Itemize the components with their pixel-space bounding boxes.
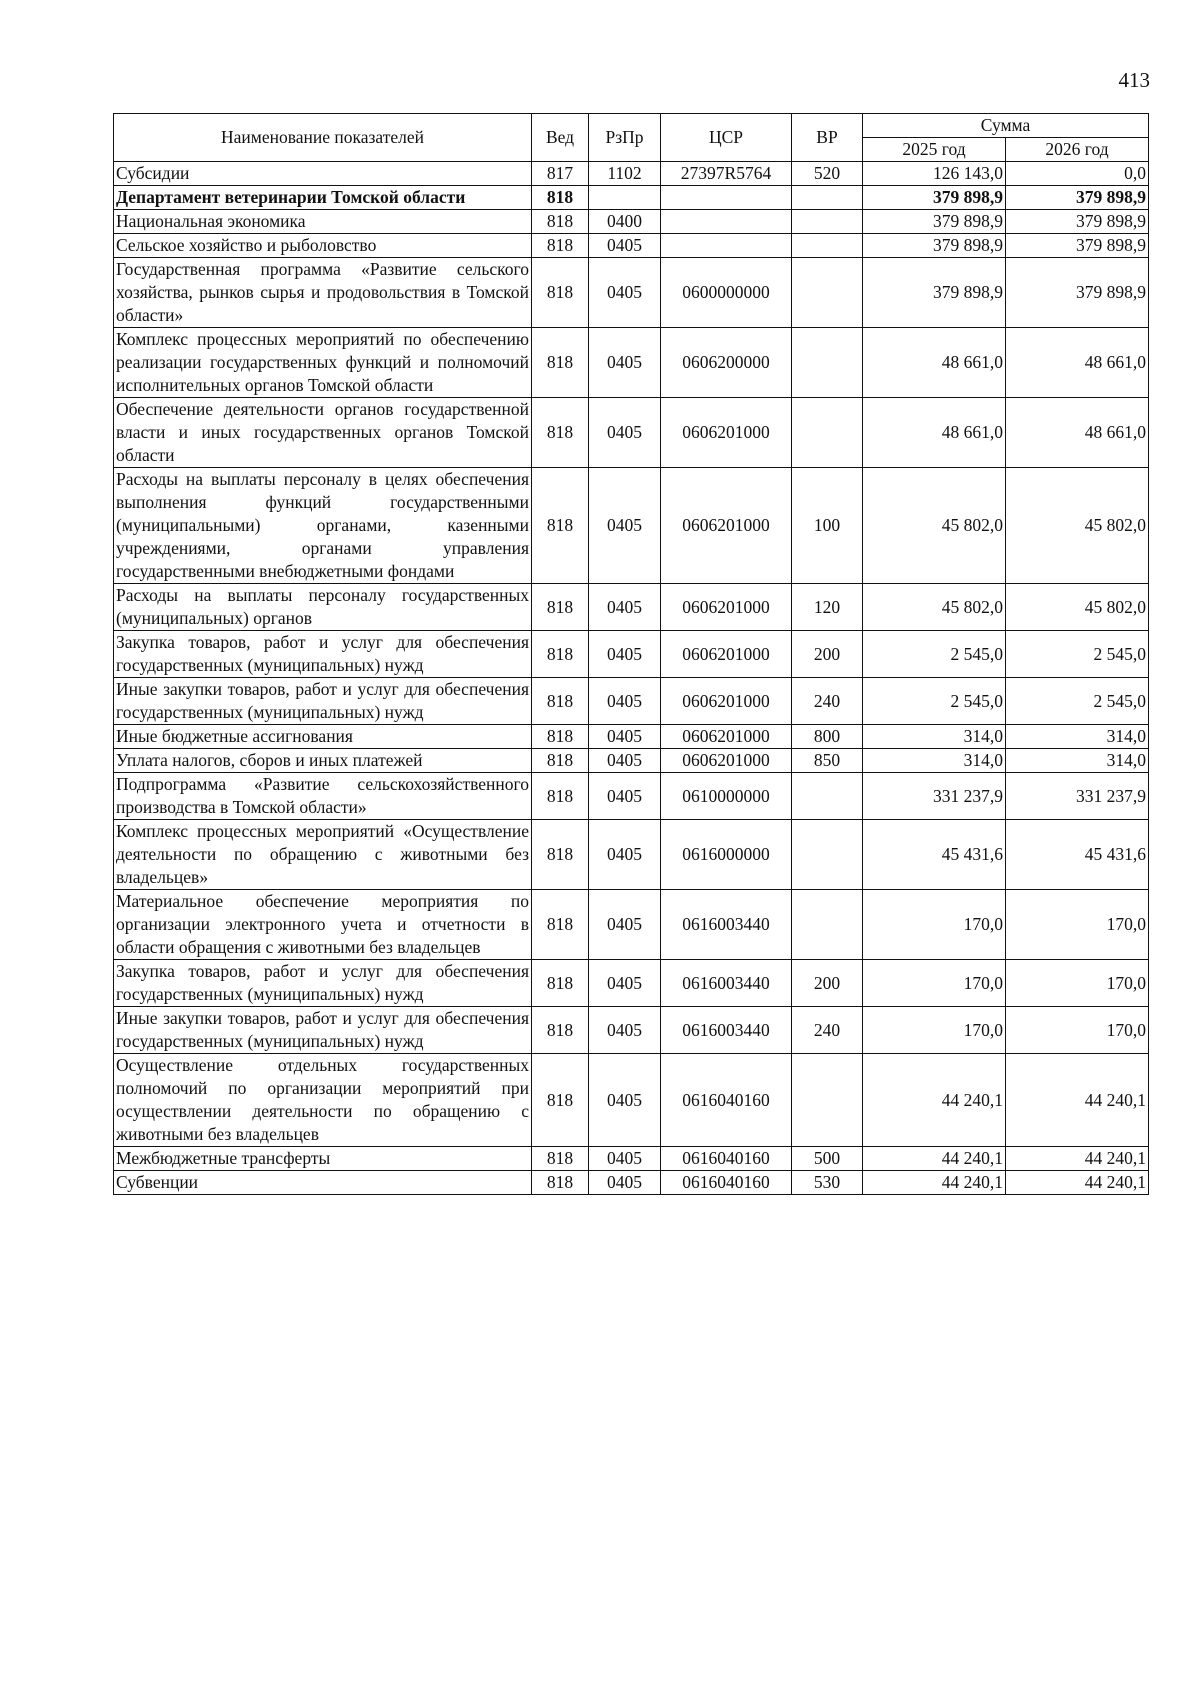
row-name: Субвенции (114, 1171, 532, 1195)
row-name: Закупка товаров, работ и услуг для обеспечения государственных (муниципальных) нужд (114, 960, 532, 1007)
row-vr (792, 1054, 863, 1147)
row-vr: 200 (792, 631, 863, 678)
row-sum-2026: 44 240,1 (1006, 1054, 1149, 1147)
row-csr: 0616000000 (661, 820, 792, 890)
row-vr (792, 234, 863, 258)
row-ved: 817 (532, 162, 589, 186)
row-sum-2026: 0,0 (1006, 162, 1149, 186)
row-ved: 818 (532, 1054, 589, 1147)
row-csr: 0616003440 (661, 960, 792, 1007)
row-csr: 0616040160 (661, 1171, 792, 1195)
row-ved: 818 (532, 186, 589, 210)
row-vr (792, 398, 863, 468)
header-rzpr: РзПр (589, 114, 661, 162)
row-ved: 818 (532, 820, 589, 890)
table-body (114, 162, 1149, 1195)
row-rzpr: 0405 (589, 468, 661, 584)
row-name: Национальная экономика (114, 210, 532, 234)
row-vr (792, 820, 863, 890)
row-vr: 800 (792, 725, 863, 749)
row-ved: 818 (532, 398, 589, 468)
table-row (114, 398, 1149, 468)
table-row (114, 258, 1149, 328)
row-sum-2025: 170,0 (863, 1007, 1006, 1054)
row-name: Осуществление отдельных государственных полномочий по организации мероприятий при осуществлении деятельности по обращению с животными без владельцев (114, 1054, 532, 1147)
row-sum-2025: 45 802,0 (863, 468, 1006, 584)
row-name: Закупка товаров, работ и услуг для обеспечения государственных (муниципальных) нужд (114, 631, 532, 678)
row-vr (792, 890, 863, 960)
page-number: 413 (1118, 68, 1150, 92)
row-rzpr: 0405 (589, 631, 661, 678)
row-ved: 818 (532, 725, 589, 749)
row-csr: 0610000000 (661, 773, 792, 820)
row-name: Иные бюджетные ассигнования (114, 725, 532, 749)
row-ved: 818 (532, 890, 589, 960)
row-sum-2025: 379 898,9 (863, 258, 1006, 328)
table-row (114, 820, 1149, 890)
row-sum-2025: 379 898,9 (863, 234, 1006, 258)
row-name: Субсидии (114, 162, 532, 186)
row-vr (792, 210, 863, 234)
row-rzpr: 0405 (589, 773, 661, 820)
row-rzpr: 0405 (589, 1147, 661, 1171)
header-name: Наименование показателей (114, 114, 532, 162)
row-sum-2026: 170,0 (1006, 890, 1149, 960)
table-row (114, 1054, 1149, 1147)
row-sum-2026: 44 240,1 (1006, 1147, 1149, 1171)
row-sum-2026: 170,0 (1006, 1007, 1149, 1054)
row-name: Межбюджетные трансферты (114, 1147, 532, 1171)
row-sum-2025: 45 431,6 (863, 820, 1006, 890)
row-vr: 850 (792, 749, 863, 773)
row-sum-2025: 2 545,0 (863, 678, 1006, 725)
row-sum-2025: 314,0 (863, 725, 1006, 749)
row-csr: 0616040160 (661, 1054, 792, 1147)
row-rzpr: 0405 (589, 960, 661, 1007)
row-sum-2026: 331 237,9 (1006, 773, 1149, 820)
row-rzpr: 0405 (589, 234, 661, 258)
row-sum-2026: 170,0 (1006, 960, 1149, 1007)
header-vr: ВР (792, 114, 863, 162)
row-vr: 200 (792, 960, 863, 1007)
row-name: Комплекс процессных мероприятий «Осуществление деятельности по обращению с животными без владельцев» (114, 820, 532, 890)
row-csr: 0616003440 (661, 1007, 792, 1054)
row-ved: 818 (532, 678, 589, 725)
table-row (114, 468, 1149, 584)
row-name: Государственная программа «Развитие сельского хозяйства, рынков сырья и продовольствия в Томской области» (114, 258, 532, 328)
row-csr: 27397R5764 (661, 162, 792, 186)
row-vr: 240 (792, 1007, 863, 1054)
row-ved: 818 (532, 210, 589, 234)
table-row (114, 584, 1149, 631)
row-sum-2026: 379 898,9 (1006, 186, 1149, 210)
row-vr: 520 (792, 162, 863, 186)
table-row (114, 1171, 1149, 1195)
row-sum-2026: 45 802,0 (1006, 584, 1149, 631)
table-row (114, 960, 1149, 1007)
row-sum-2026: 48 661,0 (1006, 328, 1149, 398)
row-sum-2026: 379 898,9 (1006, 210, 1149, 234)
row-rzpr: 0405 (589, 1171, 661, 1195)
row-sum-2026: 379 898,9 (1006, 234, 1149, 258)
row-rzpr: 0405 (589, 1054, 661, 1147)
row-rzpr: 0405 (589, 398, 661, 468)
row-ved: 818 (532, 1007, 589, 1054)
row-csr: 0606201000 (661, 725, 792, 749)
row-rzpr: 0405 (589, 678, 661, 725)
row-vr (792, 186, 863, 210)
row-sum-2025: 314,0 (863, 749, 1006, 773)
row-sum-2025: 45 802,0 (863, 584, 1006, 631)
row-name: Материальное обеспечение мероприятия по организации электронного учета и отчетности в области обращения с животными без владельцев (114, 890, 532, 960)
row-sum-2025: 126 143,0 (863, 162, 1006, 186)
table-row (114, 725, 1149, 749)
row-csr (661, 186, 792, 210)
row-vr: 500 (792, 1147, 863, 1171)
table-row (114, 186, 1149, 210)
row-sum-2025: 170,0 (863, 890, 1006, 960)
row-ved: 818 (532, 328, 589, 398)
row-csr: 0600000000 (661, 258, 792, 328)
row-name: Подпрограмма «Развитие сельскохозяйственного производства в Томской области» (114, 773, 532, 820)
row-csr: 0616040160 (661, 1147, 792, 1171)
row-rzpr: 0405 (589, 1007, 661, 1054)
row-sum-2026: 45 431,6 (1006, 820, 1149, 890)
row-vr (792, 328, 863, 398)
row-rzpr: 0405 (589, 749, 661, 773)
row-name: Расходы на выплаты персоналу государственных (муниципальных) органов (114, 584, 532, 631)
row-sum-2026: 44 240,1 (1006, 1171, 1149, 1195)
row-sum-2025: 379 898,9 (863, 186, 1006, 210)
table-row (114, 749, 1149, 773)
table-row (114, 1007, 1149, 1054)
row-ved: 818 (532, 1171, 589, 1195)
row-sum-2025: 331 237,9 (863, 773, 1006, 820)
row-sum-2026: 314,0 (1006, 749, 1149, 773)
row-csr: 0606201000 (661, 631, 792, 678)
row-vr: 530 (792, 1171, 863, 1195)
row-sum-2026: 379 898,9 (1006, 258, 1149, 328)
row-ved: 818 (532, 773, 589, 820)
header-ved: Вед (532, 114, 589, 162)
row-sum-2026: 314,0 (1006, 725, 1149, 749)
row-sum-2025: 170,0 (863, 960, 1006, 1007)
header-csr: ЦСР (661, 114, 792, 162)
row-sum-2026: 2 545,0 (1006, 678, 1149, 725)
row-sum-2025: 2 545,0 (863, 631, 1006, 678)
row-ved: 818 (532, 1147, 589, 1171)
row-rzpr: 0405 (589, 890, 661, 960)
row-ved: 818 (532, 584, 589, 631)
row-vr: 100 (792, 468, 863, 584)
row-name: Расходы на выплаты персоналу в целях обеспечения выполнения функций государственными (муниципальными) органами, казенными учреждениями, органами управления государственными внебюджетными фондами (114, 468, 532, 584)
header-year-2026: 2026 год (1006, 138, 1149, 162)
row-ved: 818 (532, 631, 589, 678)
table-row (114, 890, 1149, 960)
row-vr (792, 258, 863, 328)
row-sum-2025: 48 661,0 (863, 328, 1006, 398)
table-row (114, 678, 1149, 725)
row-csr: 0606201000 (661, 468, 792, 584)
header-sum: Сумма (863, 114, 1149, 138)
row-sum-2026: 48 661,0 (1006, 398, 1149, 468)
header-year-2025: 2025 год (863, 138, 1006, 162)
row-rzpr: 0405 (589, 328, 661, 398)
row-csr (661, 210, 792, 234)
table-row (114, 773, 1149, 820)
table-row (114, 328, 1149, 398)
row-csr: 0606201000 (661, 584, 792, 631)
row-ved: 818 (532, 749, 589, 773)
row-name: Сельское хозяйство и рыболовство (114, 234, 532, 258)
row-csr: 0606201000 (661, 678, 792, 725)
row-rzpr: 1102 (589, 162, 661, 186)
budget-table (113, 113, 1149, 1195)
row-sum-2025: 44 240,1 (863, 1054, 1006, 1147)
row-sum-2025: 44 240,1 (863, 1171, 1006, 1195)
row-name: Обеспечение деятельности органов государственной власти и иных государственных органов Томской области (114, 398, 532, 468)
row-rzpr: 0405 (589, 258, 661, 328)
row-ved: 818 (532, 468, 589, 584)
table-row (114, 1147, 1149, 1171)
row-csr: 0606201000 (661, 398, 792, 468)
row-sum-2026: 2 545,0 (1006, 631, 1149, 678)
row-rzpr: 0405 (589, 584, 661, 631)
table-row (114, 631, 1149, 678)
row-name: Комплекс процессных мероприятий по обеспечению реализации государственных функций и полномочий исполнительных органов Томской области (114, 328, 532, 398)
row-csr: 0606200000 (661, 328, 792, 398)
row-rzpr: 0405 (589, 820, 661, 890)
row-vr: 120 (792, 584, 863, 631)
row-rzpr (589, 186, 661, 210)
row-sum-2025: 44 240,1 (863, 1147, 1006, 1171)
row-name: Иные закупки товаров, работ и услуг для обеспечения государственных (муниципальных) нужд (114, 678, 532, 725)
row-name: Департамент ветеринарии Томской области (114, 186, 532, 210)
row-ved: 818 (532, 234, 589, 258)
row-vr: 240 (792, 678, 863, 725)
row-csr (661, 234, 792, 258)
row-sum-2026: 45 802,0 (1006, 468, 1149, 584)
row-sum-2025: 379 898,9 (863, 210, 1006, 234)
row-vr (792, 773, 863, 820)
row-csr: 0606201000 (661, 749, 792, 773)
table-row (114, 162, 1149, 186)
row-ved: 818 (532, 960, 589, 1007)
row-name: Иные закупки товаров, работ и услуг для обеспечения государственных (муниципальных) нужд (114, 1007, 532, 1054)
row-csr: 0616003440 (661, 890, 792, 960)
row-ved: 818 (532, 258, 589, 328)
table-row (114, 210, 1149, 234)
row-name: Уплата налогов, сборов и иных платежей (114, 749, 532, 773)
row-sum-2025: 48 661,0 (863, 398, 1006, 468)
table-row (114, 234, 1149, 258)
row-rzpr: 0400 (589, 210, 661, 234)
row-rzpr: 0405 (589, 725, 661, 749)
